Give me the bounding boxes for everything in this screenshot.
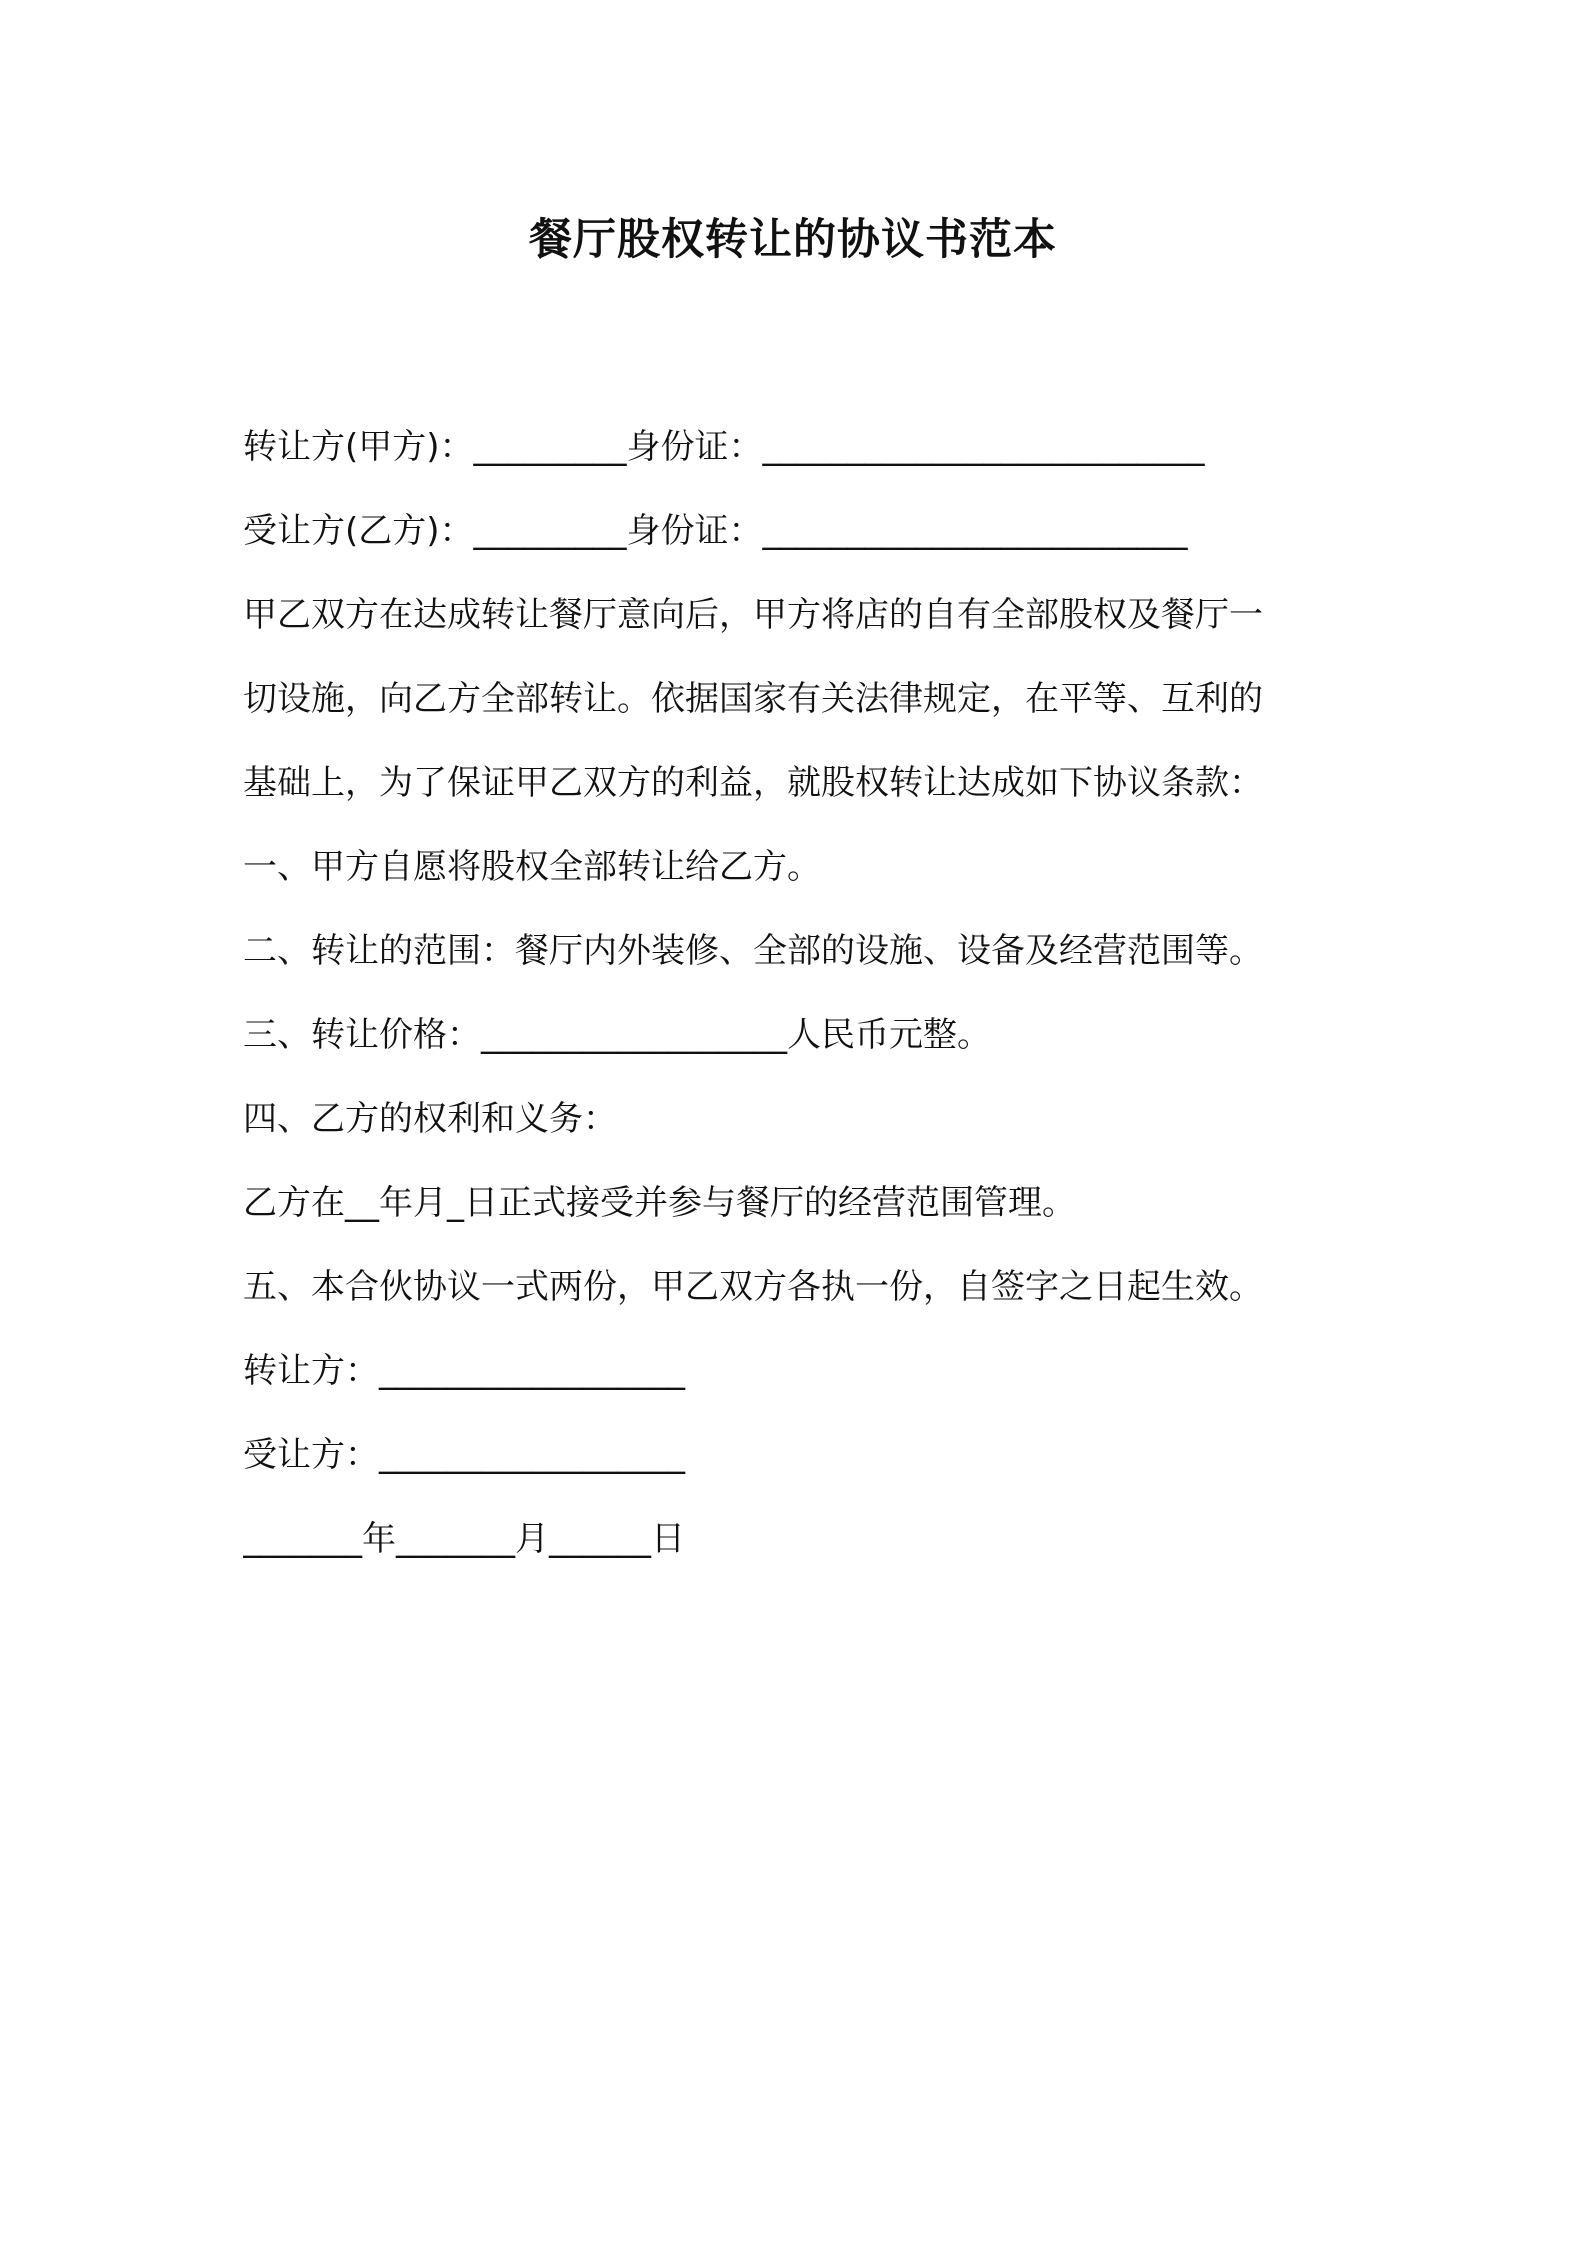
clause-4-body: 乙方在__年月_日正式接受并参与餐厅的经营范围管理。 (243, 1183, 1076, 1223)
clause-1: 一、甲方自愿将股权全部转让给乙方。 (243, 847, 821, 887)
clause-4-heading: 四、乙方的权利和义务： (243, 1099, 617, 1139)
transferee-line: 受让方(乙方)：_________身份证：_________________________ (243, 511, 1188, 551)
clause-2: 二、转让的范围：餐厅内外装修、全部的设施、设备及经营范围等。 (243, 931, 1263, 971)
document-body (243, 405, 1358, 1581)
clause-3: 三、转让价格：__________________人民币元整。 (243, 1015, 991, 1055)
document-title: 餐厅股权转让的协议书范本 (529, 215, 1057, 265)
date-line: _______年_______月______日 (243, 1519, 685, 1559)
transferor-line: 转让方(甲方)：_________身份证：__________________________ (243, 427, 1205, 467)
transferee-signature-line: 受让方：__________________ (243, 1435, 685, 1475)
preamble-line-1: 甲乙双方在达成转让餐厅意向后，甲方将店的自有全部股权及餐厅一 (243, 595, 1263, 635)
preamble-line-2: 切设施，向乙方全部转让。依据国家有关法律规定，在平等、互利的 (243, 679, 1263, 719)
clause-5: 五、本合伙协议一式两份，甲乙双方各执一份，自签字之日起生效。 (243, 1267, 1263, 1307)
preamble-line-3: 基础上，为了保证甲乙双方的利益，就股权转让达成如下协议条款： (243, 763, 1263, 803)
transferor-signature-line: 转让方：__________________ (243, 1351, 685, 1391)
